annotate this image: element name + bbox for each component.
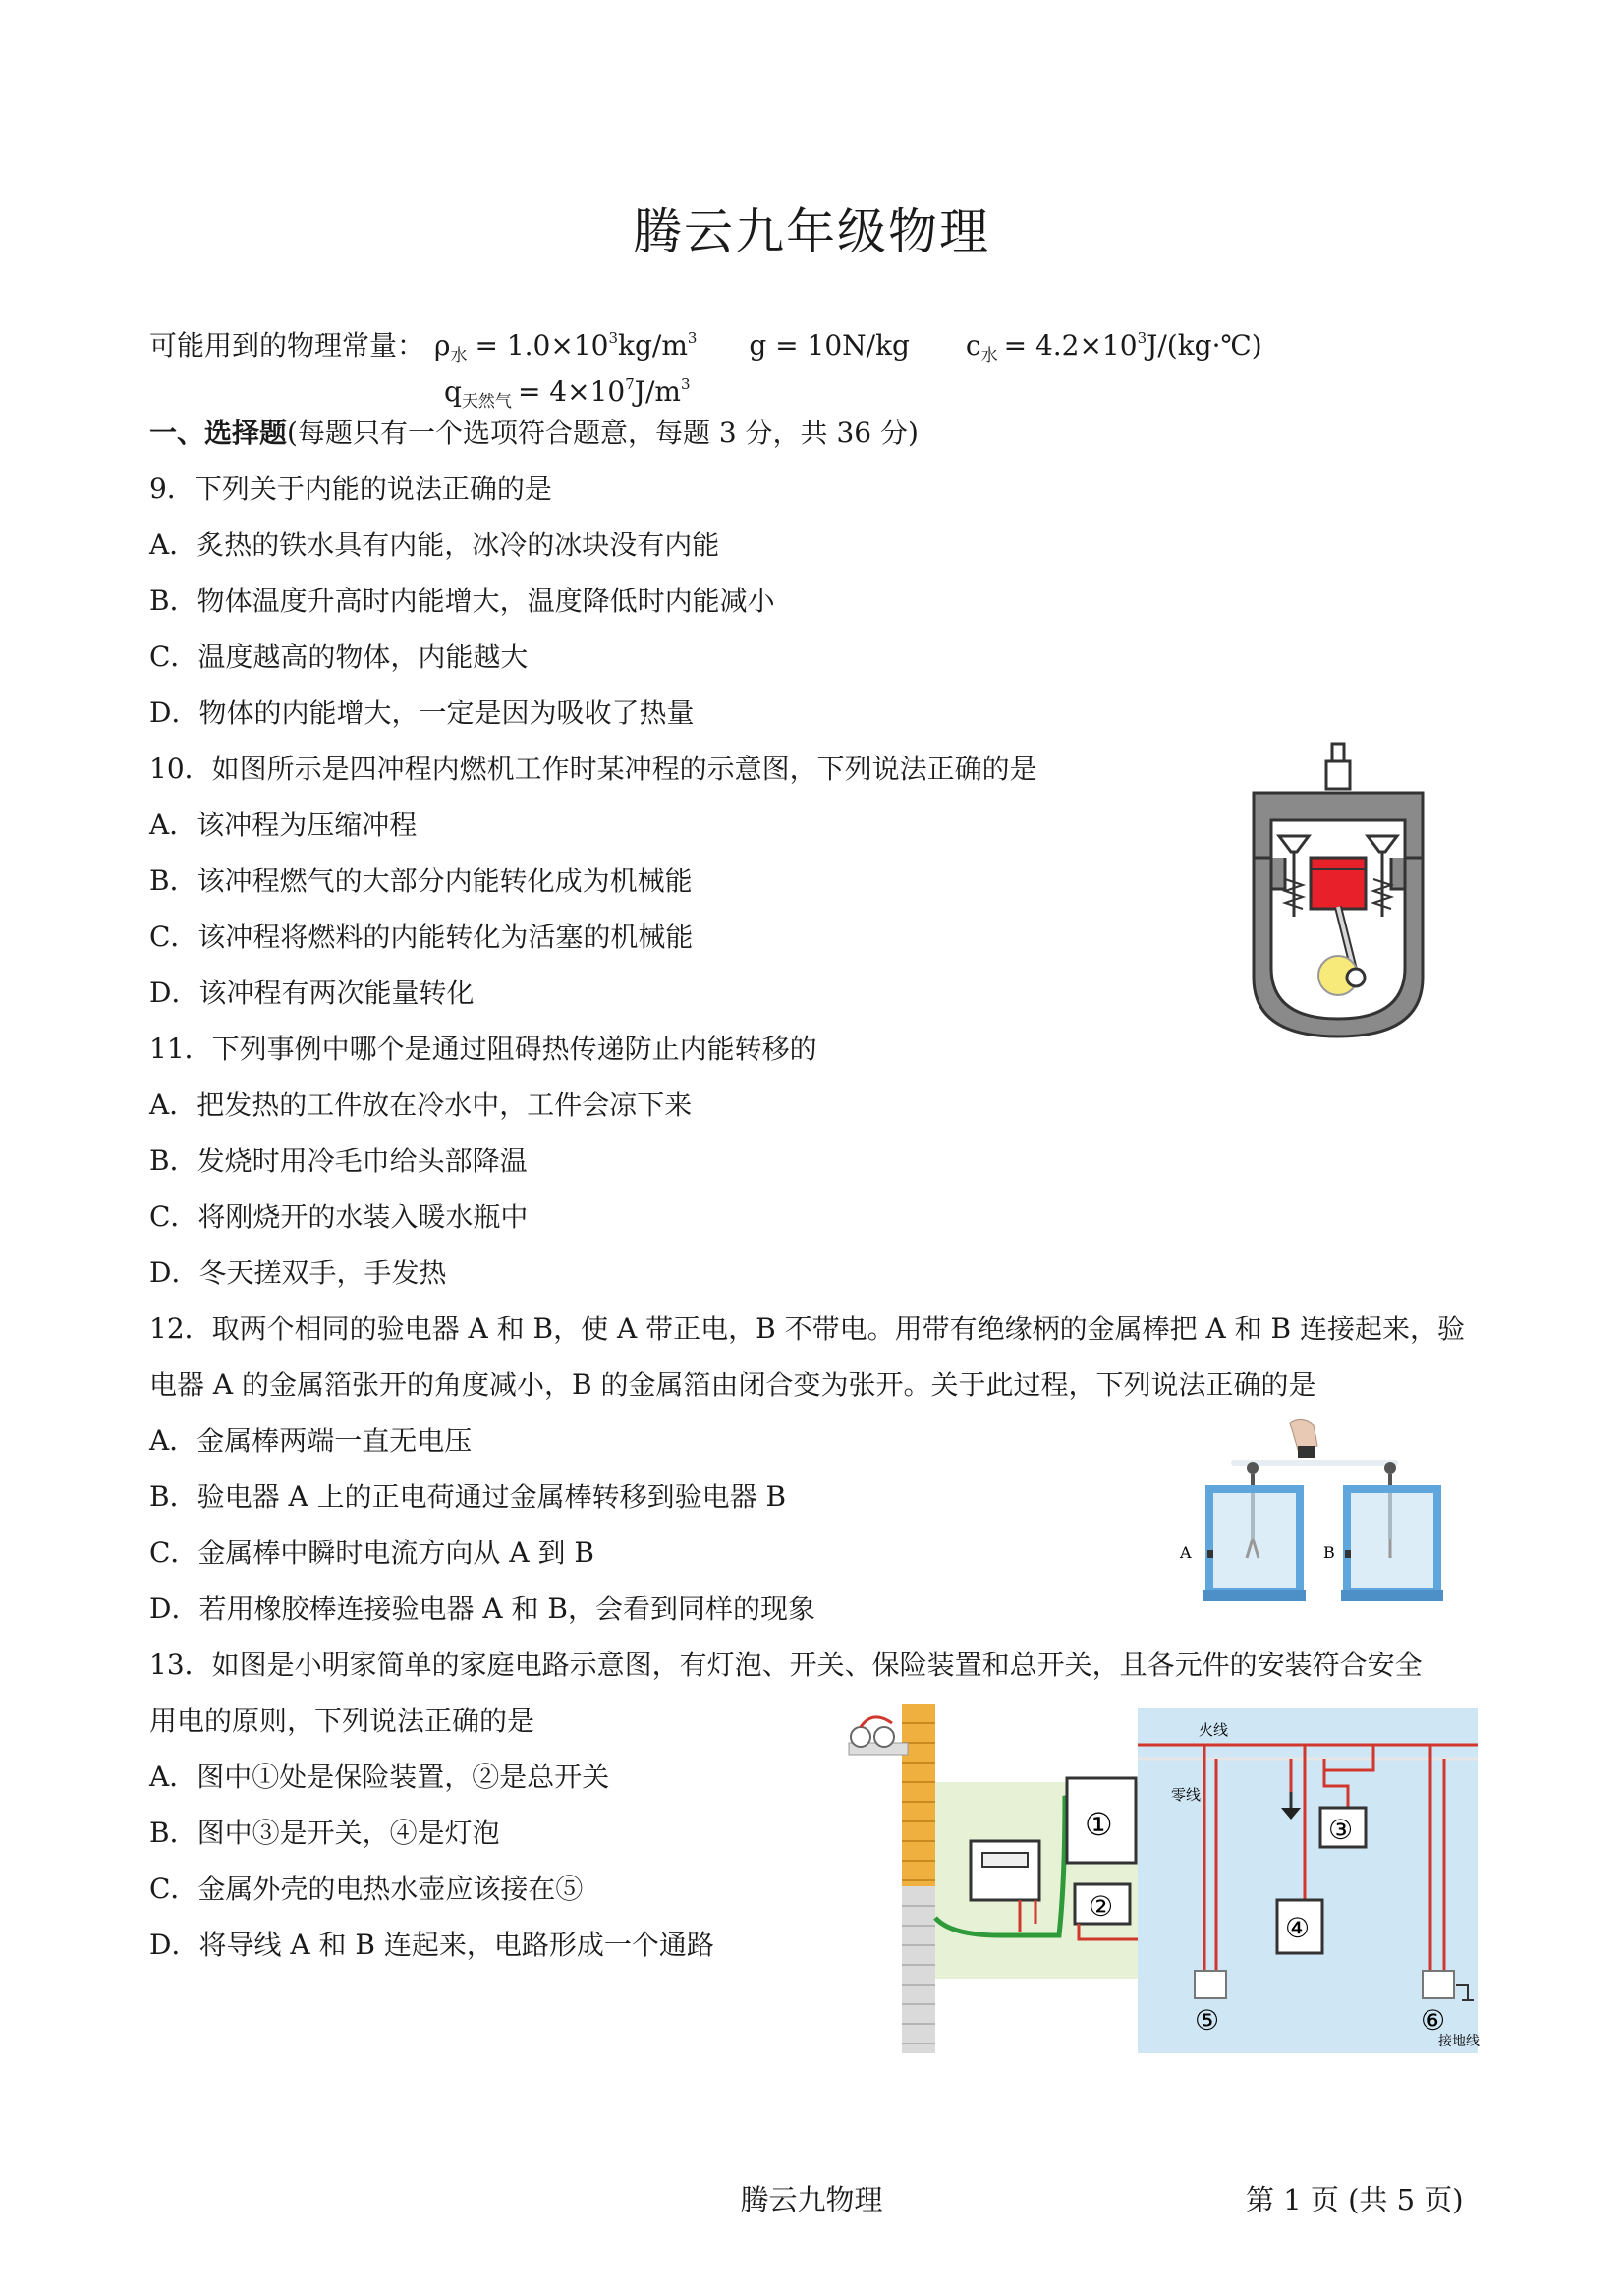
electroscope-a-label: A [1180, 1543, 1192, 1562]
question-9-option-b: B．物体温度升高时内能增大，温度降低时内能减小 [149, 585, 775, 617]
question-12-stem: 12．取两个相同的验电器 A 和 B，使 A 带正电，B 不带电。用带有绝缘柄的金属棒把 A 和 B 连接起来，验 [149, 1313, 1466, 1345]
household-circuit-diagram [843, 1704, 1482, 2057]
question-11-option-d: D．冬天搓双手，手发热 [149, 1257, 447, 1289]
component-1 [1067, 1778, 1136, 1863]
rho-symbol: ρ [434, 329, 451, 362]
electric-meter [971, 1841, 1039, 1900]
rho-unit: kg/m [618, 329, 688, 362]
spark-plug [1326, 744, 1350, 789]
question-10-option-a: A．该冲程为压缩冲程 [149, 809, 418, 841]
question-13-stem: 13．如图是小明家简单的家庭电路示意图，有灯泡、开关、保险装置和总开关，且各元件的安装符合安全 [149, 1649, 1423, 1681]
q-unit: J/m [634, 375, 681, 408]
section-heading [149, 417, 919, 450]
svg-text:①: ① [1085, 1806, 1113, 1843]
question-12-option-b: B．验电器 A 上的正电荷通过金属棒转移到验电器 B [149, 1481, 787, 1513]
c-exponent: 3 [1137, 329, 1147, 347]
question-9-stem: 9．下列关于内能的说法正确的是 [149, 473, 552, 505]
constants-line-1 [149, 321, 1262, 372]
question-11-option-a: A．把发热的工件放在冷水中，工件会凉下来 [149, 1089, 693, 1121]
component-2 [1075, 1884, 1130, 1924]
brick-wall [902, 1704, 935, 2053]
question-13-option-a: A．图中①处是保险装置，②是总开关 [149, 1761, 610, 1793]
ground-wire-label: 接地线 [1438, 2034, 1480, 2049]
electroscope-b-label: B [1323, 1543, 1335, 1562]
constants-line-2 [444, 367, 691, 419]
constants-label: 可能用到的物理常量： [149, 329, 425, 362]
q-subscript: 天然气 [461, 392, 512, 412]
question-13-option-b: B．图中③是开关，④是灯泡 [149, 1817, 500, 1849]
page-title: 腾云九年级物理 [633, 203, 990, 260]
svg-text:⑥: ⑥ [1421, 2004, 1446, 2037]
q-value: = 4×10 [517, 375, 626, 408]
gravity-constant: g = 10N/kg [749, 329, 910, 362]
crankshaft [1318, 956, 1365, 995]
question-10-option-c: C．该冲程将燃料的内能转化为活塞的机械能 [149, 921, 694, 953]
question-13-option-d: D．将导线 A 和 B 连起来，电路形成一个通路 [149, 1929, 714, 1961]
page-number: 第 1 页 (共 5 页) [1246, 2183, 1464, 2216]
q-unit-exponent: 3 [680, 375, 691, 393]
svg-text:②: ② [1089, 1890, 1114, 1923]
svg-text:⑤: ⑤ [1195, 2004, 1220, 2037]
question-9-option-c: C．温度越高的物体，内能越大 [149, 641, 529, 673]
svg-text:③: ③ [1328, 1814, 1354, 1846]
rho-unit-exponent: 3 [687, 329, 698, 347]
question-12-stem-cont: 电器 A 的金属箔张开的角度减小，B 的金属箔由闭合变为张开。关于此过程，下列说法正确的是 [149, 1369, 1316, 1401]
c-value: = 4.2×10 [1003, 329, 1138, 362]
question-13-stem-cont: 用电的原则，下列说法正确的是 [149, 1705, 535, 1737]
neutral-wire-label: 零线 [1171, 1786, 1202, 1804]
q-symbol: q [444, 375, 462, 408]
rho-value: = 1.0×10 [475, 329, 609, 362]
component-4 [1277, 1900, 1322, 1953]
question-10-stem: 10．如图所示是四冲程内燃机工作时某冲程的示意图，下列说法正确的是 [149, 753, 1037, 785]
question-10-option-d: D．该冲程有两次能量转化 [149, 977, 475, 1009]
question-9-option-d: D．物体的内能增大，一定是因为吸收了热量 [149, 697, 695, 729]
section-note: (每题只有一个选项符合题意，每题 3 分，共 36 分) [287, 417, 919, 449]
rho-exponent: 3 [608, 329, 619, 347]
question-13-option-c: C．金属外壳的电热水壶应该接在⑤ [149, 1873, 584, 1905]
c-unit: J/(kg·℃) [1147, 329, 1262, 362]
live-wire-label: 火线 [1199, 1721, 1229, 1739]
c-symbol: c [965, 329, 981, 362]
rho-subscript: 水 [450, 346, 468, 365]
question-12-option-c: C．金属棒中瞬时电流方向从 A 到 B [149, 1537, 594, 1569]
footer-title: 腾云九物理 [740, 2183, 883, 2216]
section-title: 一、选择题 [149, 417, 288, 449]
component-3 [1320, 1808, 1366, 1847]
engine-diagram [1240, 742, 1436, 1041]
svg-text:④: ④ [1285, 1912, 1311, 1944]
question-9-option-a: A．炙热的铁水具有内能，冰冷的冰块没有内能 [149, 529, 720, 561]
q-exponent: 7 [625, 375, 635, 393]
question-10-option-b: B．该冲程燃气的大部分内能转化成为机械能 [149, 865, 693, 897]
question-12-option-a: A．金属棒两端一直无电压 [149, 1425, 473, 1457]
c-subscript: 水 [980, 346, 998, 365]
question-11-option-b: B．发烧时用冷毛巾给头部降温 [149, 1145, 528, 1177]
question-11-stem: 11．下列事例中哪个是通过阻碍热传递防止内能转移的 [149, 1033, 817, 1065]
electroscope-diagram [1174, 1415, 1474, 1641]
insulator-pole [849, 1717, 908, 1755]
cylinder-head [1254, 793, 1423, 858]
question-11-option-c: C．将刚烧开的水装入暖水瓶中 [149, 1201, 529, 1233]
piston [1311, 858, 1366, 909]
question-12-option-d: D．若用橡胶棒连接验电器 A 和 B，会看到同样的现象 [149, 1593, 815, 1625]
